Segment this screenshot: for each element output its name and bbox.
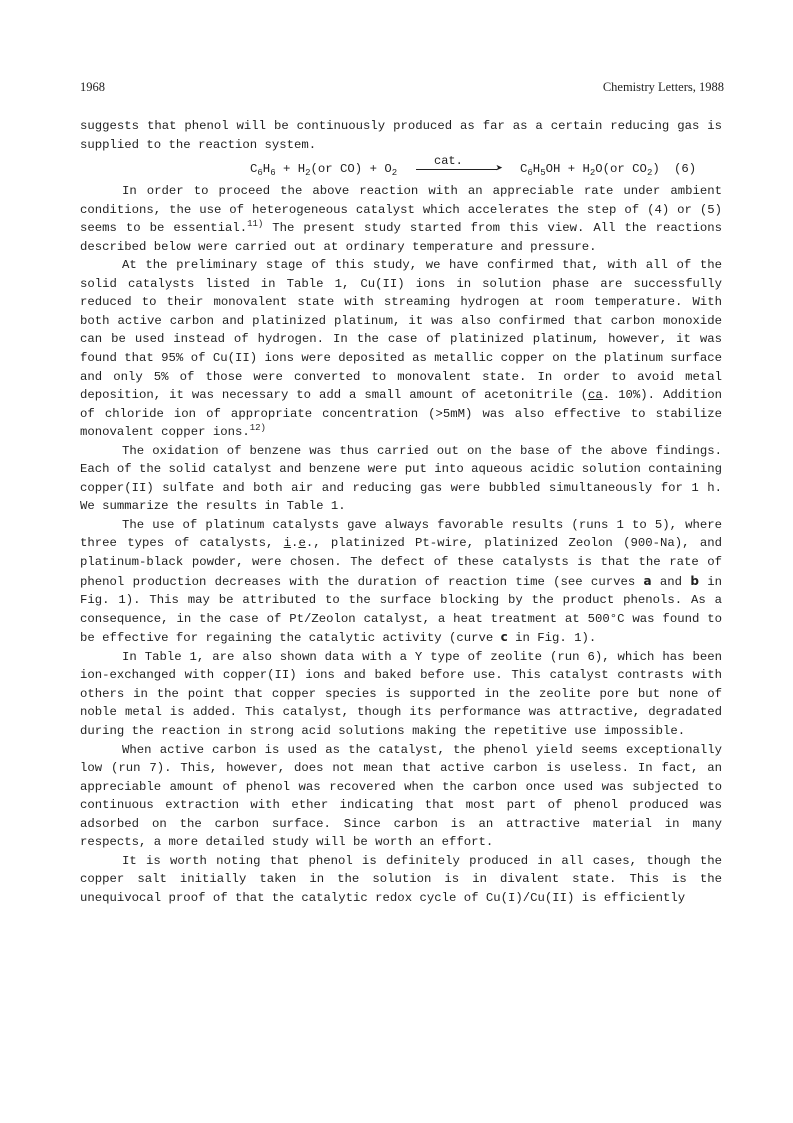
article-body xyxy=(80,117,722,907)
equation-number: (6) xyxy=(674,162,697,177)
paragraph-4: The use of platinum catalysts gave always favorable results (runs 1 to 5), where three types of catalysts, i.e., platinized Pt-wire, platinized Zeolon (900-Na), and platinum-black powder, were chosen. The defect of these catalysts is that the rate of phenol production decreases with the duration of reaction time (see curves a and b in Fig. 1). This may be attributed to the surface blocking by the product phenols. As a consequence, in the case of Pt/Zeolon catalyst, a heat treatment at 500°C was found to be effective for regaining the catalytic activity (curve c in Fig. 1). xyxy=(80,517,723,646)
curve-b-label: b xyxy=(690,573,699,588)
equation-6 xyxy=(80,154,722,182)
curve-a-label: a xyxy=(643,573,652,588)
arrow-line xyxy=(416,169,497,170)
page-number: 1968 xyxy=(80,80,105,94)
curve-c-label: c xyxy=(500,630,508,645)
paragraph-5: In Table 1, are also shown data with a Y type of zeolite (run 6), which has been ion-exchanged with copper(II) ions and baked before use. This catalyst contrasts with others in the point that copper species is supported in the zeolite pore but none of noble metal is added. This catalyst, though its performance was attractive, degradated during the reaction in strong acid solutions making the repetitive use impossible. xyxy=(80,649,722,738)
journal-running-head: Chemistry Letters, 1988 xyxy=(602,80,724,94)
intro-paragraph: suggests that phenol will be continuously produced as far as a certain reducing gas is supplied to the reaction system. xyxy=(80,119,722,152)
reference-11: 11) xyxy=(247,219,264,230)
paragraph-7: It is worth noting that phenol is definitely produced in all cases, though the copper salt initially taken in the solution is in divalent state. This is the unequivocal proof of that the catalytic redox cycle of Cu(I)/Cu(II) is efficiently xyxy=(80,853,722,905)
catalyst-label: cat. xyxy=(434,154,463,169)
arrow-head-icon: ➤ xyxy=(495,162,503,177)
reference-12: 12) xyxy=(249,423,266,434)
equation-rhs: $C_6H_5OH + H_2O(or$ $CO_2$) xyxy=(520,162,660,179)
paragraph-6: When active carbon is used as the catalyst, the phenol yield seems exceptionally low (run 7). This, however, does not mean that active carbon is useless. In fact, an appreciable amount of phenol was recovered when the carbon once used was subjected to continuous extraction with ether indicating that most part of phenol produced was adsorbed on the carbon surface. Since carbon is an attractive material in many respects, a more detailed study will be worth an effort. xyxy=(80,742,722,850)
equation-lhs: $C_6H_6 + H_2(or$ $CO) + O_2$ xyxy=(250,162,398,179)
reaction-arrow xyxy=(416,154,503,180)
paragraph-3: The oxidation of benzene was thus carried out on the base of the above findings. Each of the solid catalyst and benzene were put into aqueous acidic solution containing copper(II) sulfate and both air and reducing gas were bubbled simultaneously for 1 h. We summarize the results in Table 1. xyxy=(80,443,723,514)
paragraph-2: At the preliminary stage of this study, we have confirmed that, with all of the solid catalysts listed in Table 1, Cu(II) ions in solution phase are successfully reduced to their monovalent state with streaming hydrogen at room temperature. With both active carbon and platinized platinum, it was also confirmed that carbon monoxide can be used instead of hydrogen. In the case of platinized platinum, however, it was found that 95% of Cu(II) ions were deposited as metallic copper on the platinum surface and only 5% of those were converted to monovalent state. In order to avoid metal deposition, it was necessary to add a small amount of acetonitrile (ca. 10%). Addition of chloride ion of appropriate concentration (>5mM) was also effective to stabilize monovalent copper ions.$^{12)}$ xyxy=(80,258,723,440)
paragraph-1: In order to proceed the above reaction with an appreciable rate under ambient conditions, the use of heterogeneous catalyst which accelerates the step of (4) or (5) seems to be essential.$^{11)}$ The present study started from this view. All the reactions described below were carried out at ordinary temperature and pressure. xyxy=(80,184,722,254)
